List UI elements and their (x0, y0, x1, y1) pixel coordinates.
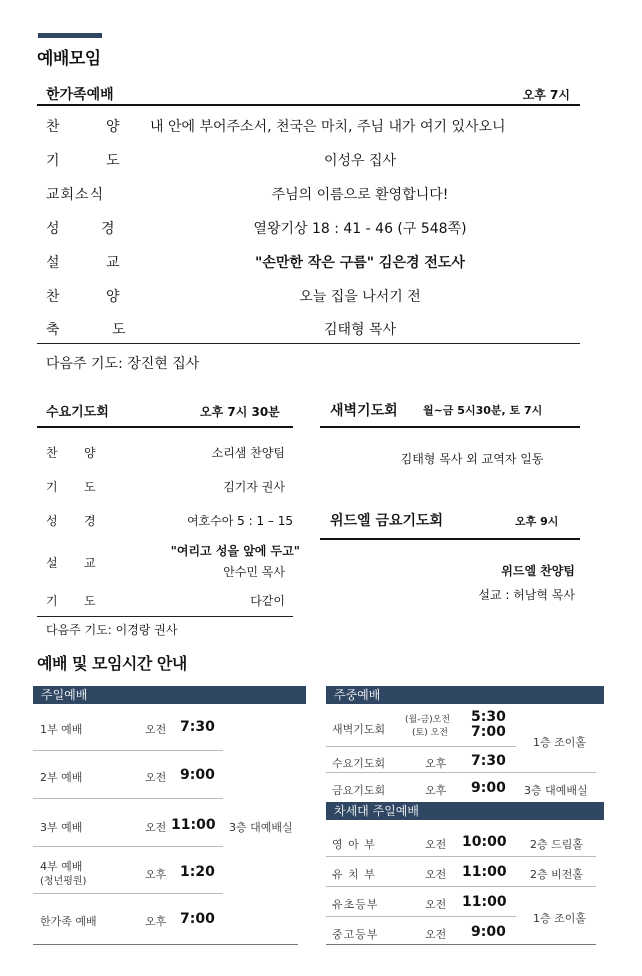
wed-value-3: 여호수아 5 : 1 – 15 (186, 514, 293, 528)
order-label-3: 교회소식 (46, 187, 105, 203)
sunday-row-name-5: 한가족 예배 (40, 915, 97, 928)
sunday-row-ampm-3: 오전 (145, 821, 167, 834)
divider (33, 750, 223, 751)
order-value-1: 내 안에 부어주소서, 천국은 마치, 주님 내가 여기 있사오니 (150, 119, 506, 135)
sunday-row-ampm-4: 오후 (145, 868, 167, 881)
weekday-wed-time: 7:30 (471, 753, 506, 769)
nextgen-ampm-1: 오전 (425, 838, 447, 851)
family-worship-title: 한가족예배 (46, 87, 114, 103)
order-value-2: 이성우 집사 (323, 153, 397, 169)
friday-title: 위드엘 금요기도회 (330, 513, 444, 529)
wed-label-4: 설 교 (46, 556, 96, 570)
dawn-title: 새벽기도회 (330, 403, 398, 419)
order-value-4: 열왕기상 18 : 41 - 46 (구 548쪽) (253, 221, 467, 237)
divider (326, 772, 596, 773)
weekday-fri-time: 9:00 (471, 780, 506, 796)
weekday-fri-name: 금요기도회 (332, 784, 386, 797)
order-value-6: 오늘 집을 나서기 전 (299, 289, 421, 305)
divider (37, 616, 293, 617)
weekday-dawn-ampm1: (월-금)오전 (405, 715, 451, 725)
wednesday-title: 수요기도회 (46, 405, 109, 420)
weekday-dawn-time1: 5:30 (471, 709, 506, 725)
nextgen-place-1: 2층 드림홀 (530, 838, 583, 851)
order-value-7: 김태형 목사 (323, 322, 397, 338)
family-next-prayer: 다음주 기도: 장진현 집사 (46, 356, 200, 372)
weekday-dawn-place: 1층 조이홀 (533, 736, 586, 749)
sunday-row-ampm-5: 오후 (145, 915, 167, 928)
nextgen-name-2: 유 치 부 (332, 868, 376, 881)
divider (33, 846, 223, 847)
sunday-row-time-4: 1:20 (180, 864, 215, 880)
nextgen-shared-place: 1층 조이홀 (533, 912, 586, 925)
order-value-5: "손만한 작은 구름" 김은경 전도사 (255, 255, 465, 271)
family-worship-time: 오후 7시 (522, 88, 570, 102)
sunday-row-ampm-1: 오전 (145, 723, 167, 736)
wed-value-2: 김기자 권사 (223, 480, 285, 494)
divider (326, 944, 596, 945)
divider (37, 104, 580, 106)
nextgen-name-3: 유초등부 (332, 898, 379, 911)
nextgen-name-1: 영 아 부 (332, 838, 376, 851)
weekday-dawn-ampm2: (토) 오전 (412, 728, 448, 738)
divider (33, 944, 298, 945)
sunday-place: 3층 대예배실 (229, 821, 293, 834)
weekday-wed-name: 수요기도회 (332, 757, 386, 770)
divider (33, 893, 223, 894)
sunday-row-name-2: 2부 예배 (40, 771, 83, 784)
nextgen-header: 차세대 주일예배 (326, 802, 604, 820)
nextgen-place-2: 2층 비전홀 (530, 868, 583, 881)
nextgen-time-2: 11:00 (462, 864, 507, 880)
divider (326, 746, 516, 747)
nextgen-ampm-2: 오전 (425, 868, 447, 881)
nextgen-ampm-3: 오전 (425, 898, 447, 911)
dawn-leader: 김태형 목사 외 교역자 일동 (400, 452, 544, 466)
order-label-5: 설 교 (46, 255, 121, 271)
weekday-fri-place: 3층 대예배실 (524, 784, 588, 797)
sunday-row-name-1: 1부 예배 (40, 723, 83, 736)
weekday-dawn-name: 새벽기도회 (332, 723, 386, 736)
divider (326, 886, 596, 887)
divider (320, 538, 580, 540)
sunday-row-time-5: 7:00 (180, 911, 215, 927)
divider (37, 426, 293, 428)
weekday-dawn-time2: 7:00 (471, 724, 506, 740)
sunday-header: 주일예배 (33, 686, 306, 704)
order-label-7: 축 도 (46, 322, 127, 338)
wed-label-1: 찬 양 (46, 446, 96, 460)
friday-time: 오후 9시 (515, 515, 559, 528)
weekday-header: 주중예배 (326, 686, 604, 704)
nextgen-name-4: 중고등부 (332, 928, 379, 941)
divider (326, 916, 516, 917)
sunday-row-sub-4: (청년평원) (40, 876, 87, 887)
order-label-2: 기 도 (46, 153, 121, 169)
sunday-row-time-1: 7:30 (180, 719, 215, 735)
order-label-1: 찬 양 (46, 119, 121, 135)
sunday-row-name-3: 3부 예배 (40, 821, 83, 834)
divider (320, 426, 580, 428)
nextgen-time-3: 11:00 (462, 894, 507, 910)
wed-value-1: 소리샘 찬양팀 (211, 446, 285, 460)
wed-sermon-speaker: 안수민 목사 (223, 565, 285, 579)
order-label-6: 찬 양 (46, 289, 121, 305)
nextgen-time-1: 10:00 (462, 834, 507, 850)
weekday-fri-ampm: 오후 (425, 784, 447, 797)
wed-value-5: 다같이 (250, 594, 285, 608)
sunday-row-ampm-2: 오전 (145, 771, 167, 784)
wed-label-2: 기 도 (46, 480, 96, 494)
sunday-row-time-3: 11:00 (171, 817, 216, 833)
schedule-title: 예배 및 모임시간 안내 (37, 654, 187, 673)
page-title: 예배모임 (37, 49, 101, 69)
sunday-row-time-2: 9:00 (180, 767, 215, 783)
wed-label-5: 기 도 (46, 594, 96, 608)
order-value-3: 주님의 이름으로 환영합니다! (271, 187, 449, 203)
nextgen-time-4: 9:00 (471, 924, 506, 940)
wednesday-next-prayer: 다음주 기도: 이경랑 권사 (46, 623, 178, 637)
order-label-4: 성 경 (46, 221, 116, 237)
friday-team: 위드엘 찬양팀 (501, 564, 575, 578)
nextgen-ampm-4: 오전 (425, 928, 447, 941)
dawn-time: 월~금 5시30분, 토 7시 (423, 404, 543, 417)
title-accent-bar (38, 33, 102, 38)
friday-sermon: 설교 : 허남혁 목사 (478, 588, 575, 602)
weekday-wed-ampm: 오후 (425, 757, 447, 770)
divider (37, 343, 580, 344)
wed-sermon-title: "여리고 성을 앞에 두고" (170, 544, 300, 558)
divider (33, 798, 223, 799)
wed-label-3: 성 경 (46, 514, 96, 528)
sunday-row-name-4: 4부 예배 (40, 860, 83, 873)
wednesday-time: 오후 7시 30분 (200, 405, 280, 419)
divider (326, 856, 596, 857)
